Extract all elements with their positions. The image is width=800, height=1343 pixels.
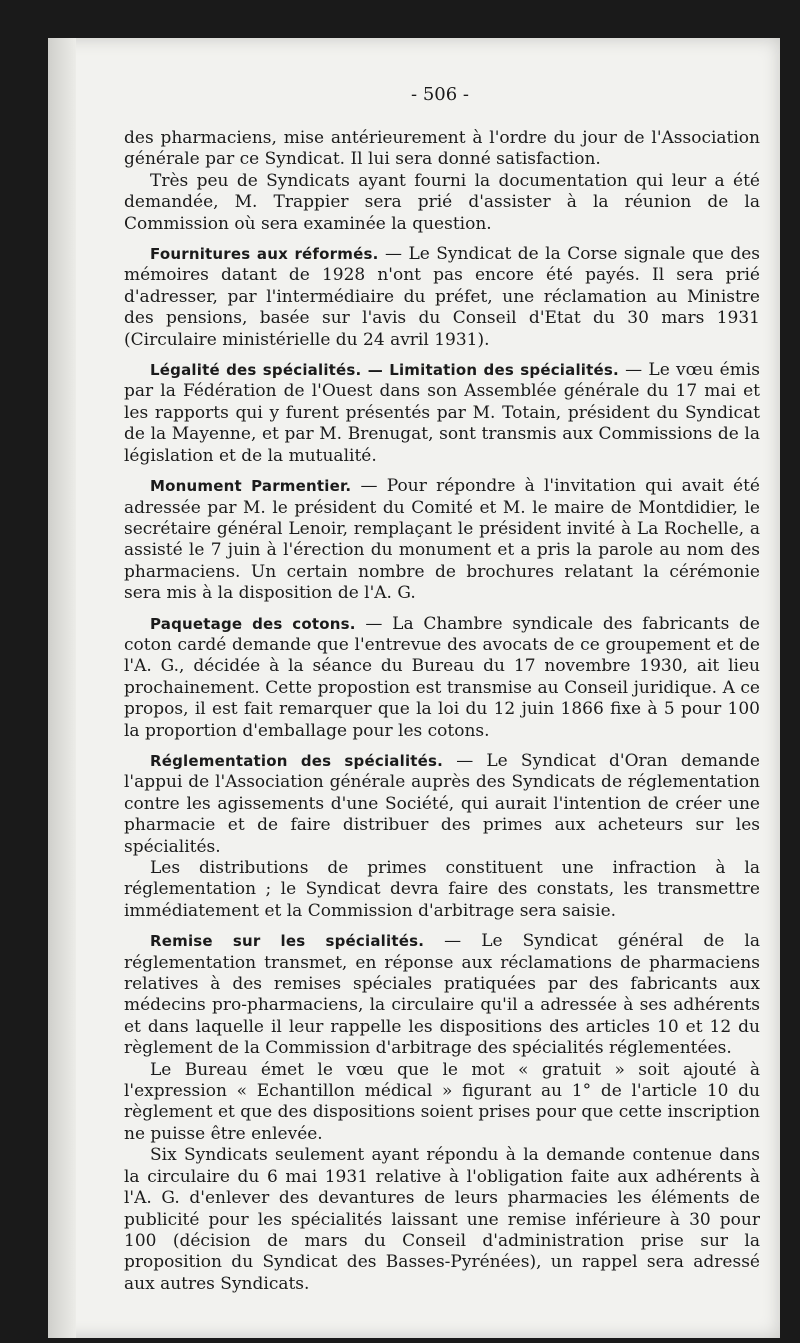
section-heading: Remise sur les spécialités. bbox=[150, 932, 425, 951]
paragraph-text: — Le Syndicat de la Corse signale que des mémoires datant de 1928 n'ont pas encore été payés. Il sera prié d'adresser, par l'intermédiaire du préfet, une réclamation au Ministre des pensions, basée sur l'avis du Conseil d'Etat du 30 mars 1931 (Circulaire ministérielle du 24 avril 1931). bbox=[124, 244, 761, 350]
paragraph-text: — Le Syndicat général de la réglementation transmet, en réponse aux réclamations de pharmaciens relatives à des remises spéciales pratiquées par des fabricants aux médecins pro-pharmaciens, la circulaire qu'il a adressée à ses adhérents et dans laquelle il leur rappelle les dispositions des articles 10 et 12 du règlement de la Commission d'arbitrage des spécialités réglementées. bbox=[124, 931, 760, 1059]
section-heading: Monument Parmentier. bbox=[150, 477, 352, 496]
section-fournitures bbox=[124, 244, 760, 351]
paragraph: Six Syndicats seulement ayant répondu à la demande contenue dans la circulaire du 6 mai 1931 relative à l'obligation faite aux adhérents à l'A. G. d'enlever des devantures de leurs pharmacies les éléments de publicité pour les spécialités laissant une remise inférieure à 30 pour 100 (décision de mars du Conseil d'administration prise sur la proposition du Syndicat des Basses-Pyrénées), un rappel sera adressé aux autres Syndicats. bbox=[124, 1145, 760, 1294]
section-heading: Paquetage des cotons. bbox=[150, 614, 356, 633]
paragraph-text: — Pour répondre à l'invitation qui avait été adressée par M. le président du Comité et M. le maire de Montdidier, le secrétaire général Lenoir, remplaçant le président invité à La Rochelle, a assisté le 7 juin à l'érection du monument et a pris la parole au nom des pharmaciens. Un certain nombre de brochures relatant la cérémonie sera mis à la disposition de l'A. G. bbox=[124, 476, 760, 604]
paragraph-text: — Le Syndicat d'Oran demande l'appui de l'Association générale auprès des Syndicats de réglementation contre les agissements d'une Société, qui aurait l'intention de créer une pharmacie et de faire distribuer des primes aux acheteurs sur les spécialités. bbox=[124, 750, 760, 857]
section-heading: Réglementation des spécialités. bbox=[150, 751, 444, 770]
page-number: - 506 - bbox=[411, 84, 469, 105]
paragraph-text: — Le vœu émis par la Fédération de l'Ouest dans son Assemblée générale du 17 mai et les rapports qui y furent présentés par M. Totain, président du Syndicat de la Mayenne, et par M. Brenugat, sont transmis aux Commissions de la législation et de la mutualité. bbox=[124, 360, 760, 466]
paragraph: des pharmaciens, mise antérieurement à l'ordre du jour de l'Association générale par ce Syndicat. Il lui sera donné satisfaction. bbox=[124, 128, 760, 170]
section-reglementation bbox=[124, 751, 760, 922]
section-paquetage bbox=[124, 614, 760, 742]
section-legalite bbox=[124, 360, 760, 467]
paragraph-text: — La Chambre syndicale des fabricants de coton cardé demande que l'entrevue des avocats de ce groupement et de l'A. G., décidée à la séance du Bureau du 17 novembre 1930, ait lieu prochainement. Cette propostion est transmise au Conseil juridique. A ce propos, il est fait remarquer que la loi du 12 juin 1866 fixe à 5 pour 100 la proportion d'emballage pour les cotons. bbox=[124, 613, 760, 741]
section-remise bbox=[124, 931, 760, 1295]
paragraph: Très peu de Syndicats ayant fourni la documentation qui leur a été demandée, M. Trappier sera prié d'assister à la réunion de la Commission où sera examinée la question. bbox=[124, 170, 760, 234]
body-text bbox=[124, 128, 760, 1295]
paragraph: Les distributions de primes constituent une infraction à la réglementation ; le Syndicat devra faire des constats, les transmettre immédiatement et la Commission d'arbitrage sera saisie. bbox=[124, 858, 760, 921]
page-gutter bbox=[48, 38, 76, 1338]
section-monument bbox=[124, 476, 760, 604]
section-heading: Fournitures aux réformés. bbox=[150, 245, 379, 264]
section-heading: Légalité des spécialités. — Limitation des spécialités. bbox=[150, 361, 619, 380]
paragraph: Le Bureau émet le vœu que le mot « gratuit » soit ajouté à l'expression « Echantillon médical » figurant au 1° de l'article 10 du règlement et que des dispositions soient prises pour que cette inscription ne puisse être enlevée. bbox=[124, 1059, 760, 1144]
text-block bbox=[124, 128, 760, 235]
